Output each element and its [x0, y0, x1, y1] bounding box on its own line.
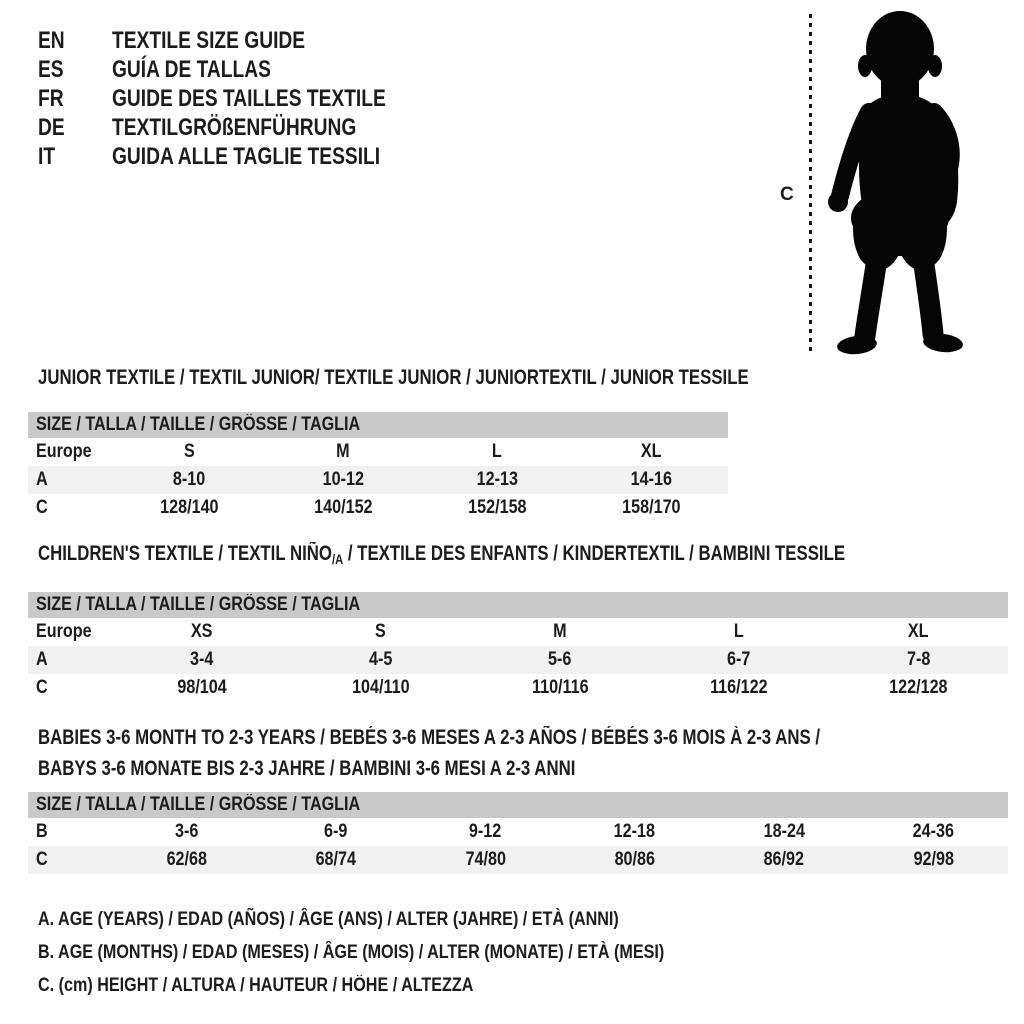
height-measure-line: [809, 14, 812, 355]
lang-row-es: [38, 55, 454, 84]
lang-code: ES: [38, 55, 64, 83]
lang-code: FR: [38, 84, 64, 112]
table-row: A 3-4 4-5 5-6 6-7 7-8: [28, 646, 1008, 674]
height-measure-label: C: [780, 184, 794, 205]
junior-section-title: JUNIOR TEXTILE / TEXTIL JUNIOR/ TEXTILE JUNIOR / JUNIORTEXTIL / JUNIOR TESSILE: [38, 366, 749, 389]
guide-title-de: TEXTILGRÖßENFÜHRUNG: [112, 113, 357, 141]
table-header-bar: SIZE / TALLA / TAILLE / GRÖSSE / TAGLIA: [28, 412, 728, 438]
table-row: B 3-6 6-9 9-12 12-18 18-24 24-36: [36, 821, 954, 842]
row-label: Europe: [36, 621, 92, 642]
row-label: Europe: [36, 441, 92, 462]
lang-row-fr: [38, 84, 454, 113]
table-row: Europe S M L XL: [36, 441, 662, 462]
table-row: C 98/104 104/110 110/116 116/122 122/128: [36, 677, 948, 698]
guide-title-fr: GUIDE DES TAILLES TEXTILE: [112, 84, 386, 112]
babies-title-line1: BABIES 3-6 MONTH TO 2-3 YEARS / BEBÉS 3-6 MESES A 2-3 AÑOS / BÉBÉS 3-6 MOIS À 2-3 ANS /: [38, 726, 821, 749]
row-label: C: [36, 497, 48, 518]
table-header-bar: SIZE / TALLA / TAILLE / GRÖSSE / TAGLIA: [28, 792, 1008, 818]
row-label: C: [36, 849, 48, 870]
guide-title-en: TEXTILE SIZE GUIDE: [112, 26, 306, 54]
gender-subscript: /A: [331, 551, 344, 567]
toddler-silhouette: [815, 6, 975, 362]
measure-legend: [38, 903, 775, 1002]
children-section-title: CHILDREN'S TEXTILE / TEXTIL $NIÑO_{/A}$ / TEXTILE DES ENFANTS / KINDERTEXTIL / BAMBINI TESSILE: [38, 542, 846, 567]
lang-code: EN: [38, 26, 65, 54]
language-title-list: [38, 26, 454, 171]
babies-section-title: [38, 722, 1016, 784]
row-label: C: [36, 677, 48, 698]
children-size-table: [28, 592, 1008, 702]
babies-size-table: [28, 792, 1008, 874]
lang-code: DE: [38, 113, 65, 141]
table-row: C 128/140 140/152 152/158 158/170: [36, 497, 681, 518]
lang-code: IT: [38, 142, 56, 170]
table-header-bar: SIZE / TALLA / TAILLE / GRÖSSE / TAGLIA: [28, 592, 1008, 618]
row-label: A: [36, 649, 48, 670]
lang-row-en: [38, 26, 454, 55]
guide-title-es: GUÍA DE TALLAS: [112, 55, 271, 83]
junior-size-table: [28, 412, 728, 522]
legend-line-c: C. (cm) HEIGHT / ALTURA / HAUTEUR / HÖHE / ALTEZZA: [38, 975, 474, 996]
table-row: C 62/68 68/74 74/80 80/86 86/92 92/98: [28, 846, 1008, 874]
table-row: A 8-10 10-12 12-13 14-16: [28, 466, 728, 494]
lang-row-it: [38, 142, 454, 171]
legend-line-b: B. AGE (MONTHS) / EDAD (MESES) / ÂGE (MOIS) / ALTER (MONATE) / ETÀ (MESI): [38, 942, 665, 963]
lang-row-de: [38, 113, 454, 142]
row-label: A: [36, 469, 48, 490]
legend-line-a: A. AGE (YEARS) / EDAD (AÑOS) / ÂGE (ANS) / ALTER (JAHRE) / ETÀ (ANNI): [38, 909, 619, 930]
row-label: B: [36, 821, 48, 842]
table-row: Europe XS S M L XL: [36, 621, 929, 642]
guide-title-it: GUIDA ALLE TAGLIE TESSILI: [112, 142, 381, 170]
babies-title-line2: BABYS 3-6 MONATE BIS 2-3 JAHRE / BAMBINI 3-6 MESI A 2-3 ANNI: [38, 757, 576, 780]
